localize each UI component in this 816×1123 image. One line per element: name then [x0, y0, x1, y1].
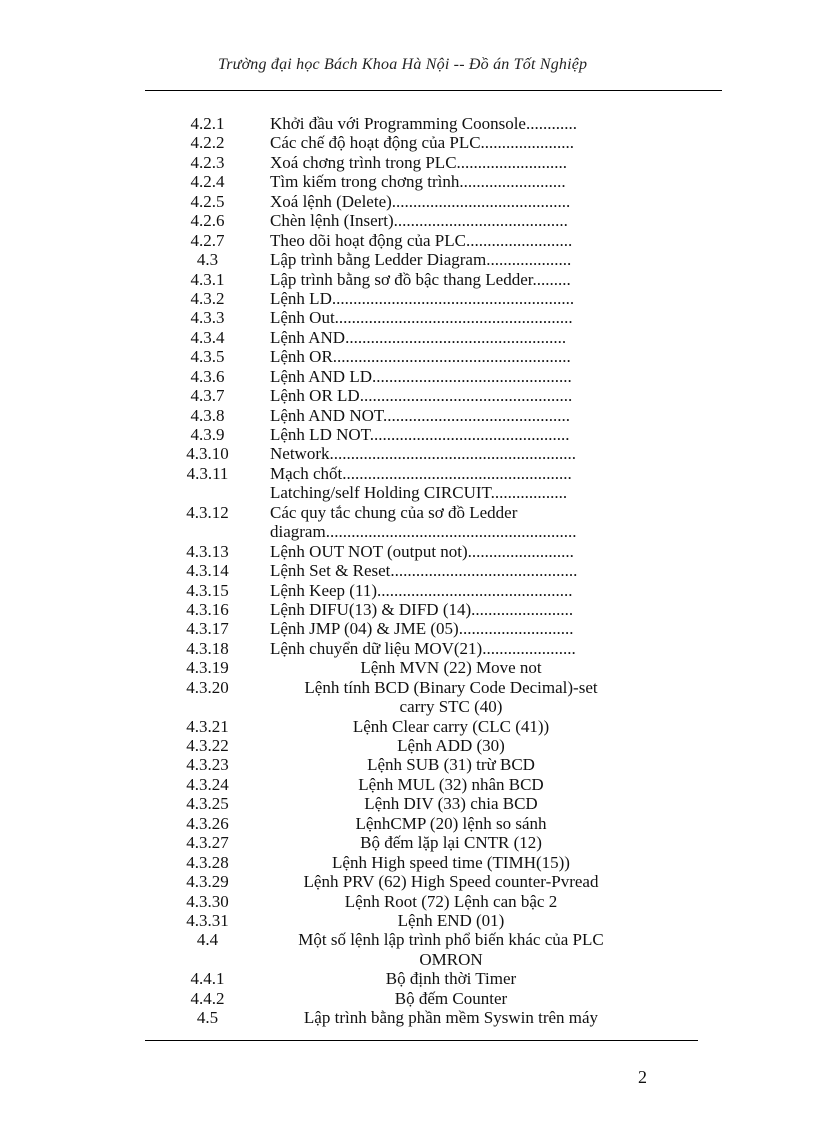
toc-entry-number: 4.3.10 — [186, 444, 229, 464]
toc-entry-number: 4.3.28 — [186, 852, 229, 872]
toc-entry — [0, 192, 816, 211]
toc-entry-title: Lệnh AND NOT............................................ — [270, 405, 570, 425]
toc-entry-title: Lệnh LD NOT............................................... — [270, 425, 570, 444]
toc-entry-continuation — [0, 483, 816, 502]
toc-entry-title: Lệnh chuyển dữ liệu MOV(21)...................... — [270, 638, 576, 658]
toc-entry — [0, 853, 816, 872]
toc-entry — [0, 794, 816, 813]
toc-entry-title: Lệnh MUL (32) nhân BCD — [358, 774, 544, 794]
toc-entry-number: 4.3.26 — [186, 813, 229, 833]
toc-entry-number: 4.3.21 — [186, 716, 229, 736]
toc-entry-title: Lệnh High speed time (TIMH(15)) — [332, 852, 570, 872]
toc-entry — [0, 153, 816, 172]
toc-entry-title: Lệnh DIV (33) chia BCD — [364, 794, 538, 814]
toc-entry-title: Lệnh ADD (30) — [397, 736, 505, 755]
toc-entry-number: 4.3.9 — [190, 425, 225, 444]
toc-entry-title: Một số lệnh lập trình phổ biến khác của PLC — [298, 930, 604, 950]
toc-entry-title: Chèn lệnh (Insert)......................................... — [270, 211, 568, 231]
toc-entry-title: Lệnh Set & Reset............................................ — [270, 561, 578, 581]
toc-entry-title: Các quy tắc chung của sơ đồ Ledder — [270, 502, 518, 522]
toc-entry-continuation — [0, 522, 816, 541]
toc-entry-continuation — [0, 950, 816, 969]
toc-entry-title: Xoá lệnh (Delete).......................................... — [270, 191, 571, 211]
toc-entry — [0, 717, 816, 736]
toc-entry — [0, 1008, 816, 1027]
toc-entry-title: Lệnh Keep (11).............................................. — [270, 580, 573, 600]
toc-entry-number: 4.3.2 — [190, 288, 225, 308]
toc-entry-number: 4.3.12 — [186, 502, 229, 522]
toc-entry-number: 4.3.31 — [186, 910, 229, 930]
toc-entry-number: 4.2.3 — [190, 152, 225, 172]
page-number: 2 — [638, 1067, 647, 1087]
toc-entry-title: Lệnh MVN (22) Move not — [360, 658, 542, 678]
toc-entry — [0, 367, 816, 386]
toc-entry-title-continued: OMRON — [419, 949, 483, 969]
toc-entry-number: 4.3.20 — [186, 677, 229, 697]
toc-entry-number: 4.3.25 — [186, 794, 229, 814]
toc-entry-number: 4.3.5 — [190, 347, 225, 367]
toc-entry — [0, 542, 816, 561]
toc-entry-title-continued: diagram........................................................... — [270, 522, 577, 542]
toc-entry-number: 4.3.30 — [186, 891, 229, 911]
toc-entry — [0, 581, 816, 600]
toc-entry-number: 4.2.2 — [190, 133, 225, 153]
toc-entry-number: 4.3.15 — [186, 580, 229, 600]
toc-entry — [0, 464, 816, 483]
toc-entry-number: 4.3.24 — [186, 774, 229, 794]
toc-entry-number: 4.2.4 — [190, 172, 225, 192]
toc-entry-title: Lệnh tính BCD (Binary Code Decimal)-set — [304, 677, 598, 697]
toc-entry-number: 4.3.11 — [186, 463, 229, 483]
toc-entry-title: Các chế độ hoạt động của PLC...................... — [270, 133, 575, 153]
toc-entry-number: 4.2.6 — [190, 211, 225, 231]
toc-entry — [0, 133, 816, 152]
toc-entry-title-continued: carry STC (40) — [399, 697, 503, 717]
toc-entry — [0, 600, 816, 619]
toc-entry — [0, 561, 816, 580]
toc-entry-title: Khởi đầu với Programming Coonsole............ — [270, 114, 577, 133]
toc-entry — [0, 172, 816, 191]
footer-rule — [145, 1040, 698, 1041]
toc-entry-title: LệnhCMP (20) lệnh so sánh — [355, 813, 547, 833]
toc-entry-title: Tìm kiếm trong chơng trình......................... — [270, 172, 566, 192]
toc-entry — [0, 114, 816, 133]
toc-entry-number: 4.3.4 — [190, 327, 225, 347]
toc-entry-title: Lệnh DIFU(13) & DIFD (14)........................ — [270, 599, 574, 619]
toc-entry-title: Lập trình bằng Ledder Diagram.................... — [270, 250, 572, 270]
toc-entry-number: 4.3.13 — [186, 541, 229, 561]
toc-entry — [0, 678, 816, 697]
toc-entry-number: 4.3.8 — [190, 405, 225, 425]
toc-entry-title: Lệnh Clear carry (CLC (41)) — [352, 716, 550, 736]
toc-entry — [0, 911, 816, 930]
toc-entry — [0, 639, 816, 658]
toc-entry-number: 4.4 — [196, 930, 219, 950]
toc-entry-continuation — [0, 697, 816, 716]
toc-entry-number: 4.3.7 — [190, 386, 225, 406]
toc-entry — [0, 270, 816, 289]
toc-entry-number: 4.3.1 — [190, 269, 225, 289]
toc-entry-title: Lệnh OR LD.................................................. — [270, 386, 573, 406]
toc-entry-title: Lập trình bằng sơ đồ bậc thang Ledder......... — [270, 269, 571, 289]
toc-entry-number: 4.3.3 — [190, 308, 225, 328]
toc-entry-number: 4.3.23 — [186, 755, 229, 775]
toc-entry — [0, 872, 816, 891]
table-of-contents — [0, 114, 816, 1028]
toc-entry-title: Mạch chốt...................................................... — [270, 463, 572, 483]
toc-entry-title: Lệnh PRV (62) High Speed counter-Pvread — [303, 872, 599, 892]
toc-entry-title: Lệnh LD......................................................... — [270, 288, 575, 308]
header-rule — [145, 90, 722, 91]
toc-entry-number: 4.2.5 — [190, 191, 225, 211]
toc-entry-number: 4.2.7 — [190, 230, 225, 250]
toc-entry-number: 4.3.29 — [186, 872, 229, 892]
toc-entry — [0, 930, 816, 949]
toc-entry-number: 4.3.18 — [186, 638, 229, 658]
toc-entry — [0, 308, 816, 327]
toc-entry-title: Lệnh AND LD............................................... — [270, 366, 572, 386]
toc-entry-number: 4.3 — [196, 250, 219, 270]
toc-entry — [0, 775, 816, 794]
toc-entry-title: Lệnh OR........................................................ — [270, 347, 571, 367]
toc-entry — [0, 211, 816, 230]
toc-entry-title: Lệnh OUT NOT (output not)......................... — [270, 541, 574, 561]
toc-entry — [0, 814, 816, 833]
toc-entry — [0, 658, 816, 677]
toc-entry — [0, 289, 816, 308]
toc-entry-title: Lập trình bằng phần mềm Syswin trên máy — [303, 1008, 599, 1028]
toc-entry-number: 4.5 — [196, 1008, 219, 1028]
toc-entry-title: Bộ đếm Counter — [394, 988, 508, 1008]
toc-entry — [0, 833, 816, 852]
toc-entry — [0, 231, 816, 250]
running-header: Trường đại học Bách Khoa Hà Nội -- Đồ án Tốt Nghiệp — [218, 56, 588, 73]
toc-entry-title: Bộ đếm lặp lại CNTR (12) — [360, 833, 542, 853]
toc-entry-number: 4.3.16 — [186, 599, 229, 619]
toc-entry — [0, 969, 816, 988]
toc-entry — [0, 406, 816, 425]
toc-entry-number: 4.3.14 — [186, 561, 229, 581]
toc-entry-number: 4.2.1 — [190, 114, 225, 133]
toc-entry-title-continued: Latching/self Holding CIRCUIT.................. — [270, 483, 568, 503]
toc-entry-title: Xoá chơng trình trong PLC.......................... — [270, 152, 568, 172]
toc-entry-title: Theo dõi hoạt động của PLC......................... — [270, 230, 573, 250]
toc-entry — [0, 503, 816, 522]
toc-entry — [0, 736, 816, 755]
toc-entry-title: Lệnh Out........................................................ — [270, 308, 573, 328]
toc-entry — [0, 386, 816, 405]
toc-entry-number: 4.4.2 — [190, 988, 225, 1008]
toc-entry-title: Bộ định thời Timer — [385, 969, 517, 989]
toc-entry-title: Network.......................................................... — [270, 444, 576, 464]
toc-entry-number: 4.3.27 — [186, 833, 229, 853]
toc-entry — [0, 444, 816, 463]
toc-entry — [0, 892, 816, 911]
toc-entry — [0, 425, 816, 444]
toc-entry-title: Lệnh SUB (31) trừ BCD — [367, 755, 535, 775]
toc-entry-number: 4.3.22 — [186, 736, 229, 755]
toc-entry-number: 4.4.1 — [190, 969, 225, 989]
toc-entry-number: 4.3.6 — [190, 366, 225, 386]
toc-entry-number: 4.3.19 — [186, 658, 229, 678]
toc-entry — [0, 989, 816, 1008]
toc-entry — [0, 619, 816, 638]
toc-entry-title: Lệnh JMP (04) & JME (05)........................... — [270, 619, 574, 639]
toc-entry — [0, 755, 816, 774]
toc-entry — [0, 250, 816, 269]
toc-entry-title: Lệnh Root (72) Lệnh can bậc 2 — [344, 891, 558, 911]
toc-entry — [0, 347, 816, 366]
toc-entry-title: Lệnh END (01) — [397, 910, 505, 930]
toc-entry-number: 4.3.17 — [186, 619, 229, 639]
toc-entry — [0, 328, 816, 347]
toc-entry-title: Lệnh AND.................................................... — [270, 327, 567, 347]
